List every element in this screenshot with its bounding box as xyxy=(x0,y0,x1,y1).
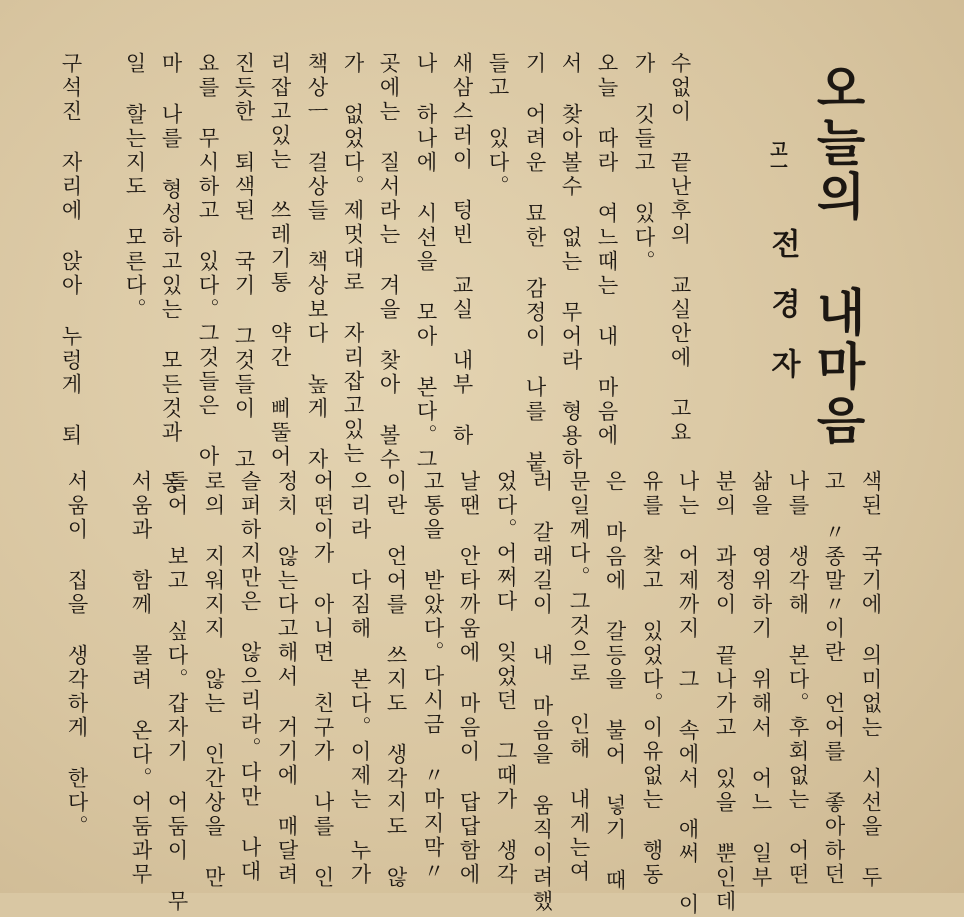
essay-title: 오늘의 내마음 xyxy=(808,62,866,448)
lower-text-column: 러 갈래길이 내 마음을 움직이려했 xyxy=(530,470,554,914)
lower-text-column: 들어 보고 싶다。갑자기 어둠이 무 xyxy=(165,470,189,914)
author-name: 전경자 xyxy=(765,228,800,408)
upper-text-column: 리잡고있는 쓰레기통 약간 삐뚤어 xyxy=(268,52,292,469)
lower-text-column: 서움이 집을 생각하게 한다。 xyxy=(65,470,89,839)
lower-text-column: 서움과 함께 몰려 온다。어둠과무 xyxy=(129,470,153,887)
upper-text-column: 책상ㅡ 걸상들 책상보다 높게 자 xyxy=(305,52,329,472)
author-grade: 고一 xyxy=(767,140,788,176)
upper-text-column: 수없이 끝난후의 교실안에 고요 xyxy=(668,52,692,445)
lower-text-column: 날땐 안타까움에 마음이 답답함에 xyxy=(457,470,481,887)
lower-text-column: 슬퍼하지만은 않으리라。다만 나대 xyxy=(238,470,262,884)
upper-text-column: 일 할는지도 모른다。 xyxy=(123,52,147,322)
upper-text-column: 오늘 따라 여느때는 내 마음에 xyxy=(595,52,619,448)
lower-text-column: 로의 지워지지 않는 인간상을 만 xyxy=(202,470,226,890)
upper-text-column: 요를 무시하고 있다。그것들은 아 xyxy=(196,52,220,469)
upper-text-column: 가 없었다。제멋대로 자리잡고있는 xyxy=(341,52,365,466)
lower-text-column: 나는 어제까지 그 속에서 애써 이 xyxy=(676,470,700,917)
upper-text-column: 들고 있다。 xyxy=(486,52,510,199)
upper-text-column: 기 어려운 묘한 감정이 나를 붙 xyxy=(523,52,547,475)
lower-text-column: 은 마음에 갈등을 불어 넣기 때 xyxy=(603,470,627,893)
upper-text-column: 진듯한 퇴색된 국기 그것들이 고 xyxy=(232,52,256,472)
lower-text-column: 어떤이가 아니면 친구가 나를 인 xyxy=(311,470,335,890)
lower-text-column: 으리라 다짐해 본다。이제는 누가 xyxy=(348,470,372,887)
lower-text-column: 정치 않는다고해서 거기에 매달려 xyxy=(275,470,299,887)
lower-text-column: 삶을 영위하기 위해서 어느 일부 xyxy=(749,470,773,890)
upper-text-column: 나 하나에 시선을 모아 본다。그 xyxy=(414,52,438,472)
lower-text-column: 나를 생각해 본다。후회없는 어떤 xyxy=(786,470,810,887)
lower-text-column: 고통을 받았다。다시금 〃마지막〃 xyxy=(421,470,445,884)
lower-text-column: 색된 국기에 의미없는 시선을 두 xyxy=(859,470,883,890)
upper-text-column: 구석진 자리에 앉아 누렁게 퇴 xyxy=(59,52,83,448)
upper-text-column: 곳에는 질서라는 겨을 찾아 볼수 xyxy=(377,52,401,472)
lower-text-column: 었다。어쩌다 잊었던 그때가 생각 xyxy=(494,470,518,887)
upper-text-column: 마 나를 형성하고있는 모든것과 동 xyxy=(159,52,183,496)
lower-text-column: 이란 언어를 쓰지도 생각지도 않 xyxy=(384,470,408,890)
upper-text-column: 가 깃들고 있다。 xyxy=(632,52,656,274)
lower-text-column: 고 〃종말〃이란 언어를 좋아하던 xyxy=(822,470,846,887)
upper-text-column: 새삼스러이 텅빈 교실 내부 하 xyxy=(450,52,474,448)
lower-text-column: 분의 과정이 끝나가고 있을 뿐인데 xyxy=(713,470,737,914)
upper-text-column: 서 찾아볼수 없는 무어라 형용하 xyxy=(559,52,583,472)
lower-text-column: 유를 찾고 있었다。이유없는 행동 xyxy=(640,470,664,887)
lower-text-column: 문일께다。그것으로 인해 내게는여 xyxy=(567,470,591,884)
